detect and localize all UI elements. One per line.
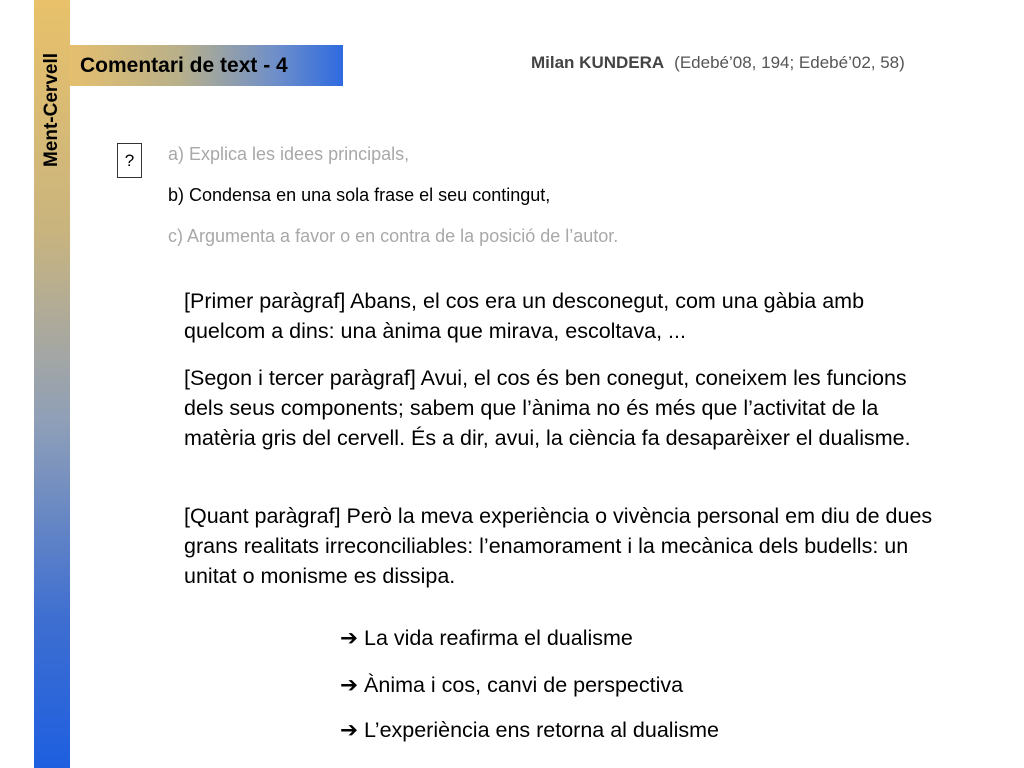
arrow-right-icon: ➔: [340, 718, 359, 742]
question-b: b) Condensa en una sola frase el seu contingut,: [168, 185, 551, 205]
paragraph-summary-1: [Primer paràgraf] Abans, el cos era un desconegut, com una gàbia amb quelcom a dins: una ànima que mirava, escoltava, ...: [184, 289, 865, 343]
conclusion-text: Ànima i cos, canvi de perspectiva: [364, 673, 684, 697]
conclusion-text: L’experiència ens retorna al dualisme: [364, 718, 719, 742]
author-line: [531, 53, 905, 73]
conclusion-item: [340, 626, 633, 651]
author-name: Milan KUNDERA: [531, 53, 665, 72]
paragraph-summary-3: [Quant paràgraf] Però la meva experiència o vivència personal em diu de dues grans realitats irreconciliables: l’enamorament i la mecànica dels budells: un unitat o monisme es dissipa.: [184, 504, 933, 588]
side-label: Ment-Cervell: [41, 52, 62, 168]
paragraph-summary-2: [Segon i tercer paràgraf] Avui, el cos és ben conegut, coneixem les funcions dels seus components; sabem que l’ànima no és més que l’activitat de la matèria gris del cervell. És a dir, avui, la ciència fa desaparèixer el dualisme.: [184, 366, 911, 450]
conclusion-text: La vida reafirma el dualisme: [364, 626, 633, 650]
question-c: c) Argumenta a favor o en contra de la posició de l’autor.: [168, 226, 619, 246]
arrow-right-icon: ➔: [340, 673, 359, 697]
question-a: a) Explica les idees principals,: [168, 144, 410, 164]
conclusion-item: [340, 718, 719, 743]
arrow-right-icon: ➔: [340, 626, 359, 650]
page-title: Comentari de text - 4: [80, 53, 288, 77]
question-marker: ?: [117, 143, 142, 178]
conclusion-item: [340, 673, 683, 698]
title-box: [70, 45, 343, 86]
source-reference: (Edebé’08, 194; Edebé’02, 58): [674, 53, 905, 72]
